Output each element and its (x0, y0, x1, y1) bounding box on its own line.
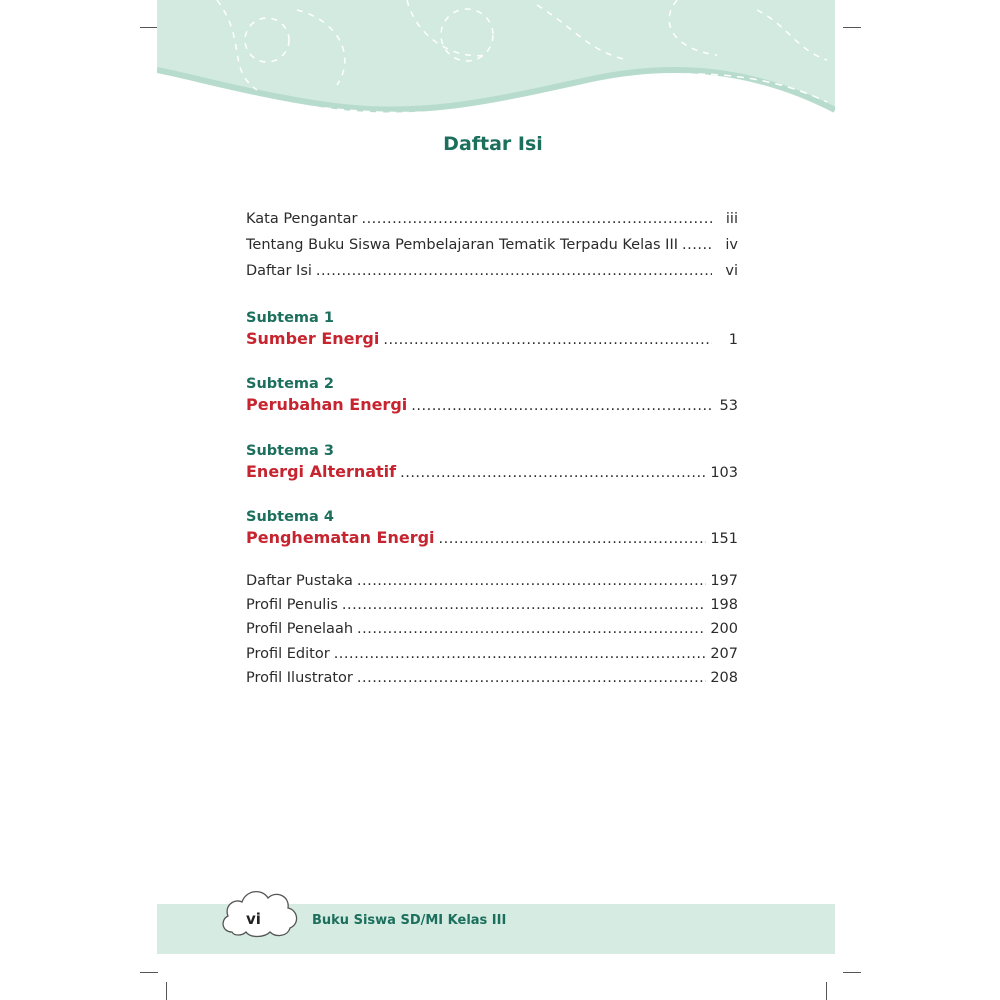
toc-entry-page: 200 (710, 621, 738, 637)
toc-entry[interactable] (246, 646, 738, 662)
subtheme-heading: Subtema 2 (246, 376, 334, 392)
subtheme-heading: Subtema 4 (246, 509, 334, 525)
subtheme-title: Energi Alternatif (246, 462, 397, 481)
toc-entry-label: Profil Penulis (246, 597, 338, 613)
crop-mark (843, 27, 861, 28)
toc-entry[interactable] (246, 237, 738, 253)
crop-mark (826, 982, 827, 1000)
subtheme-title: Perubahan Energi (246, 395, 408, 414)
subtheme-entry[interactable] (246, 395, 738, 414)
dot-leader (357, 670, 706, 686)
toc-entry-page: vi (725, 263, 738, 279)
crop-mark (140, 972, 158, 973)
subtheme-page: 53 (719, 398, 738, 414)
toc-entry[interactable] (246, 211, 738, 227)
dot-leader (400, 465, 706, 481)
subtheme-page: 103 (710, 465, 738, 481)
toc-entry-label: Daftar Isi (246, 263, 312, 279)
dot-leader (357, 621, 706, 637)
toc-entry-page: 198 (710, 597, 738, 613)
toc-entry-label: Daftar Pustaka (246, 573, 353, 589)
header-wave-band (157, 0, 835, 132)
dot-leader (439, 531, 707, 547)
subtheme-title: Sumber Energi (246, 329, 380, 348)
dot-leader (361, 211, 712, 227)
toc-entry[interactable] (246, 621, 738, 637)
crop-mark (140, 27, 158, 28)
toc-entry-label: Profil Penelaah (246, 621, 354, 637)
toc-entry-label: Profil Editor (246, 646, 330, 662)
dot-leader (383, 332, 712, 348)
toc-entry-page: iv (725, 237, 738, 253)
toc-entry-page: 208 (710, 670, 738, 686)
book-title: Buku Siswa SD/MI Kelas III (312, 913, 507, 928)
subtheme-entry[interactable] (246, 528, 738, 547)
subtheme-entry[interactable] (246, 329, 738, 348)
subtheme-heading: Subtema 1 (246, 310, 334, 326)
subtheme-title: Penghematan Energi (246, 528, 435, 547)
toc-entry-page: 207 (710, 646, 738, 662)
dot-leader (334, 646, 707, 662)
toc-entry[interactable] (246, 263, 738, 279)
page-title: Daftar Isi (443, 133, 543, 155)
subtheme-heading: Subtema 3 (246, 443, 334, 459)
toc-entry[interactable] (246, 573, 738, 589)
subtheme-page: 151 (710, 531, 738, 547)
dot-leader (316, 263, 712, 279)
toc-entry-label: Kata Pengantar (246, 211, 358, 227)
crop-mark (166, 982, 167, 1000)
toc-entry-page: 197 (710, 573, 738, 589)
subtheme-entry[interactable] (246, 462, 738, 481)
dot-leader (342, 597, 706, 613)
subtheme-page: 1 (728, 332, 738, 348)
dot-leader (357, 573, 706, 589)
toc-entry[interactable] (246, 670, 738, 686)
toc-entry-label: Tentang Buku Siswa Pembelajaran Tematik Terpadu Kelas III (246, 237, 679, 253)
page-number: vi (246, 910, 261, 928)
toc-entry[interactable] (246, 597, 738, 613)
crop-mark (843, 972, 861, 973)
dot-leader (682, 237, 712, 253)
toc-entry-label: Profil Ilustrator (246, 670, 353, 686)
dot-leader (411, 398, 712, 414)
toc-entry-page: iii (725, 211, 738, 227)
